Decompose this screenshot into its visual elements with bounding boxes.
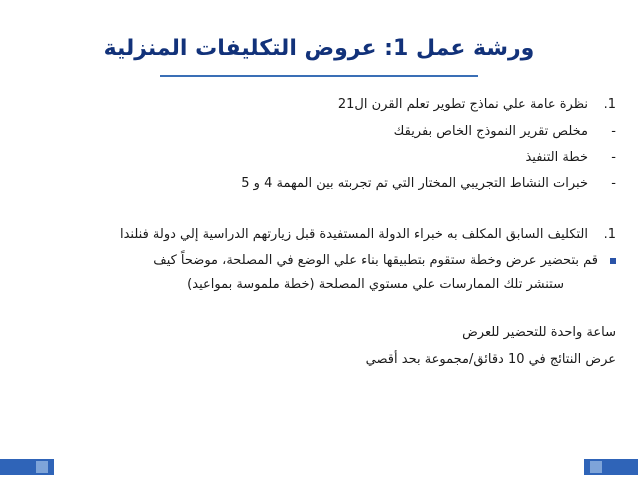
section1-number: 1. — [603, 97, 616, 112]
section2-number: 1. — [603, 227, 616, 242]
slide-title: ورشة عمل 1: عروض التكليفات المنزلية — [103, 36, 535, 61]
dash-marker: - — [611, 150, 616, 165]
schedule-prep-text: ساعة واحدة للتحضير للعرض — [462, 325, 616, 340]
section1-item — [22, 124, 616, 139]
corner-square — [36, 461, 48, 473]
title-divider — [160, 75, 478, 77]
section2-bullet-text-cont: ستنشر تلك الممارسات علي مستوي المصلحة (خطة ملموسة بمواعيد) — [187, 277, 564, 292]
section1-item — [22, 150, 616, 165]
section1-heading: نظرة عامة علي نماذج تطوير تعلم القرن ال21 — [337, 97, 588, 112]
section2-heading-line — [22, 227, 616, 242]
section2-bullet-continuation — [22, 277, 564, 292]
dash-marker: - — [611, 124, 616, 139]
section1-heading-line — [22, 97, 616, 112]
section1-item — [22, 176, 616, 191]
dash-marker: - — [611, 176, 616, 191]
section2-bullet-text: قم بتحضير عرض وخطة ستقوم بتطبيقها بناء علي الوضع في المصلحة، موضحاً كيف — [153, 253, 598, 268]
corner-decoration — [0, 459, 54, 475]
schedule-present-text: عرض النتائج في 10 دقائق/مجموعة بحد أقصي — [365, 352, 616, 367]
corner-decoration — [584, 459, 638, 475]
schedule-line — [22, 352, 616, 367]
square-bullet-icon — [610, 258, 616, 264]
corner-square — [590, 461, 602, 473]
section2-heading: التكليف السابق المكلف به خبراء الدولة المستفيدة قبل زيارتهم الدراسية إلي دولة فنلندا — [119, 227, 588, 242]
section1-item-text: خطة التنفيذ — [525, 150, 588, 165]
schedule-line — [22, 325, 616, 340]
section1-item-text: خبرات النشاط التجريبي المختار التي تم تجربته بين المهمة 4 و 5 — [241, 176, 588, 191]
section2-bullet-line — [22, 253, 616, 268]
section1-item-text: مخلص تقرير النموذج الخاص بفريقك — [393, 124, 588, 139]
